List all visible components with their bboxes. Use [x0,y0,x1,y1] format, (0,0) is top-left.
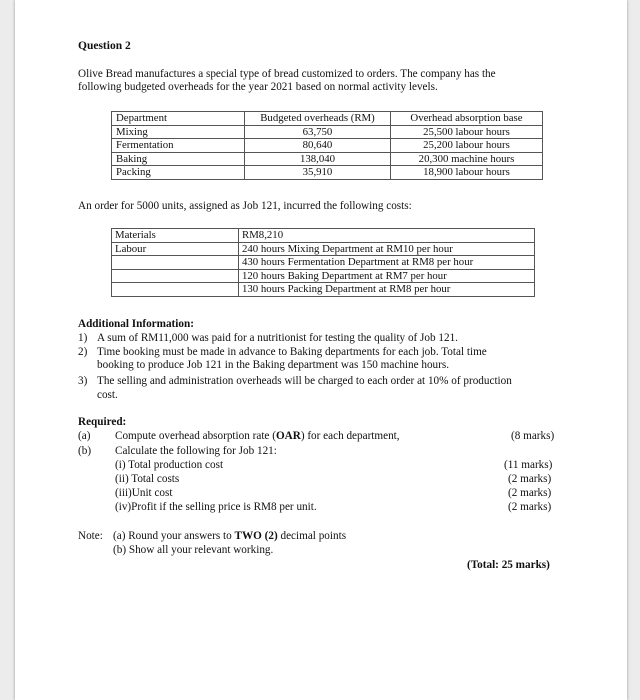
header-budgeted-overheads: Budgeted overheads (RM) [245,112,391,126]
overheads-table [111,111,543,180]
additional-item-3-line-1: The selling and administration overheads will be charged to each order at 10% of production [97,375,512,387]
labour-row [112,283,535,297]
materials-label: Materials [112,229,239,243]
required-a-marks: (8 marks) [511,430,555,442]
additional-item-1: A sum of RM11,000 was paid for a nutritionist for testing the quality of Job 121. [97,332,458,344]
required-b-sub-1: (i) Total production cost [115,459,224,471]
required-b-sub-3: (iii)Unit cost [115,487,173,499]
dept-cell: Mixing [112,125,245,139]
labour-label: Labour [112,242,239,256]
additional-item-2-line-1: Time booking must be made in advance to Baking departments for each job. Total time [97,346,487,358]
intro-line-1: Olive Bread manufactures a special type of bread customized to orders. The company has the [78,68,496,80]
base-cell: 18,900 labour hours [391,166,543,180]
note-line-b: (b) Show all your relevant working. [113,544,274,556]
note-line-a-pre: (a) Round your answers to [113,530,235,542]
document-page [15,0,627,700]
empty-cell [112,269,239,283]
overheads-row [112,166,543,180]
labour-row [112,242,535,256]
required-a-oar: OAR [275,430,301,442]
additional-num-2: 2) [78,346,88,358]
overheads-row [112,125,543,139]
required-a-text-post: ) for each department, [300,430,400,442]
order-text: An order for 5000 units, assigned as Job 121, incurred the following costs: [78,200,412,212]
overhead-cell: 80,640 [245,139,391,153]
labour-row [112,256,535,270]
overhead-cell: 35,910 [245,166,391,180]
intro-line-2: following budgeted overheads for the year 2021 based on normal activity levels. [78,81,438,93]
overheads-row [112,152,543,166]
empty-cell [112,283,239,297]
additional-item-2-line-2: booking to produce Job 121 in the Baking department was 150 machine hours. [97,359,450,371]
required-b-sub-2: (ii) Total costs [115,473,180,485]
overheads-header-row [112,112,543,126]
question-title: Question 2 [78,40,131,52]
labour-line: 120 hours Baking Department at RM7 per hour [239,269,535,283]
header-department: Department [112,112,245,126]
required-b-sub-3-marks: (2 marks) [508,487,552,499]
required-a-text-pre: Compute overhead absorption rate ( [115,430,276,442]
required-b-sub-4-marks: (2 marks) [508,501,552,513]
overheads-row [112,139,543,153]
required-b-label: (b) [78,445,92,457]
note-line-a-post: decimal points [277,530,347,542]
required-b-sub-1-marks: (11 marks) [504,459,553,471]
labour-row [112,269,535,283]
base-cell: 20,300 machine hours [391,152,543,166]
required-a-text [115,430,400,443]
labour-line: 240 hours Mixing Department at RM10 per hour [239,242,535,256]
additional-item-3-line-2: cost. [97,389,118,401]
materials-row [112,229,535,243]
labour-line: 430 hours Fermentation Department at RM8 per hour [239,256,535,270]
additional-heading: Additional Information: [78,318,194,330]
materials-value: RM8,210 [239,229,535,243]
note-line-a-bold: TWO (2) [234,530,278,542]
overhead-cell: 138,040 [245,152,391,166]
empty-cell [112,256,239,270]
header-absorption-base: Overhead absorption base [391,112,543,126]
required-b-text: Calculate the following for Job 121: [115,445,277,457]
job-costs-table [111,228,535,297]
note-label: Note: [78,530,103,542]
base-cell: 25,500 labour hours [391,125,543,139]
total-marks: (Total: 25 marks) [467,559,550,571]
dept-cell: Baking [112,152,245,166]
labour-line: 130 hours Packing Department at RM8 per hour [239,283,535,297]
required-b-sub-2-marks: (2 marks) [508,473,552,485]
additional-num-3: 3) [78,375,88,387]
note-line-a [113,530,346,543]
required-heading: Required: [78,416,127,428]
additional-num-1: 1) [78,332,88,344]
dept-cell: Fermentation [112,139,245,153]
overhead-cell: 63,750 [245,125,391,139]
required-a-label: (a) [78,430,91,442]
dept-cell: Packing [112,166,245,180]
required-b-sub-4: (iv)Profit if the selling price is RM8 per unit. [115,501,317,513]
base-cell: 25,200 labour hours [391,139,543,153]
